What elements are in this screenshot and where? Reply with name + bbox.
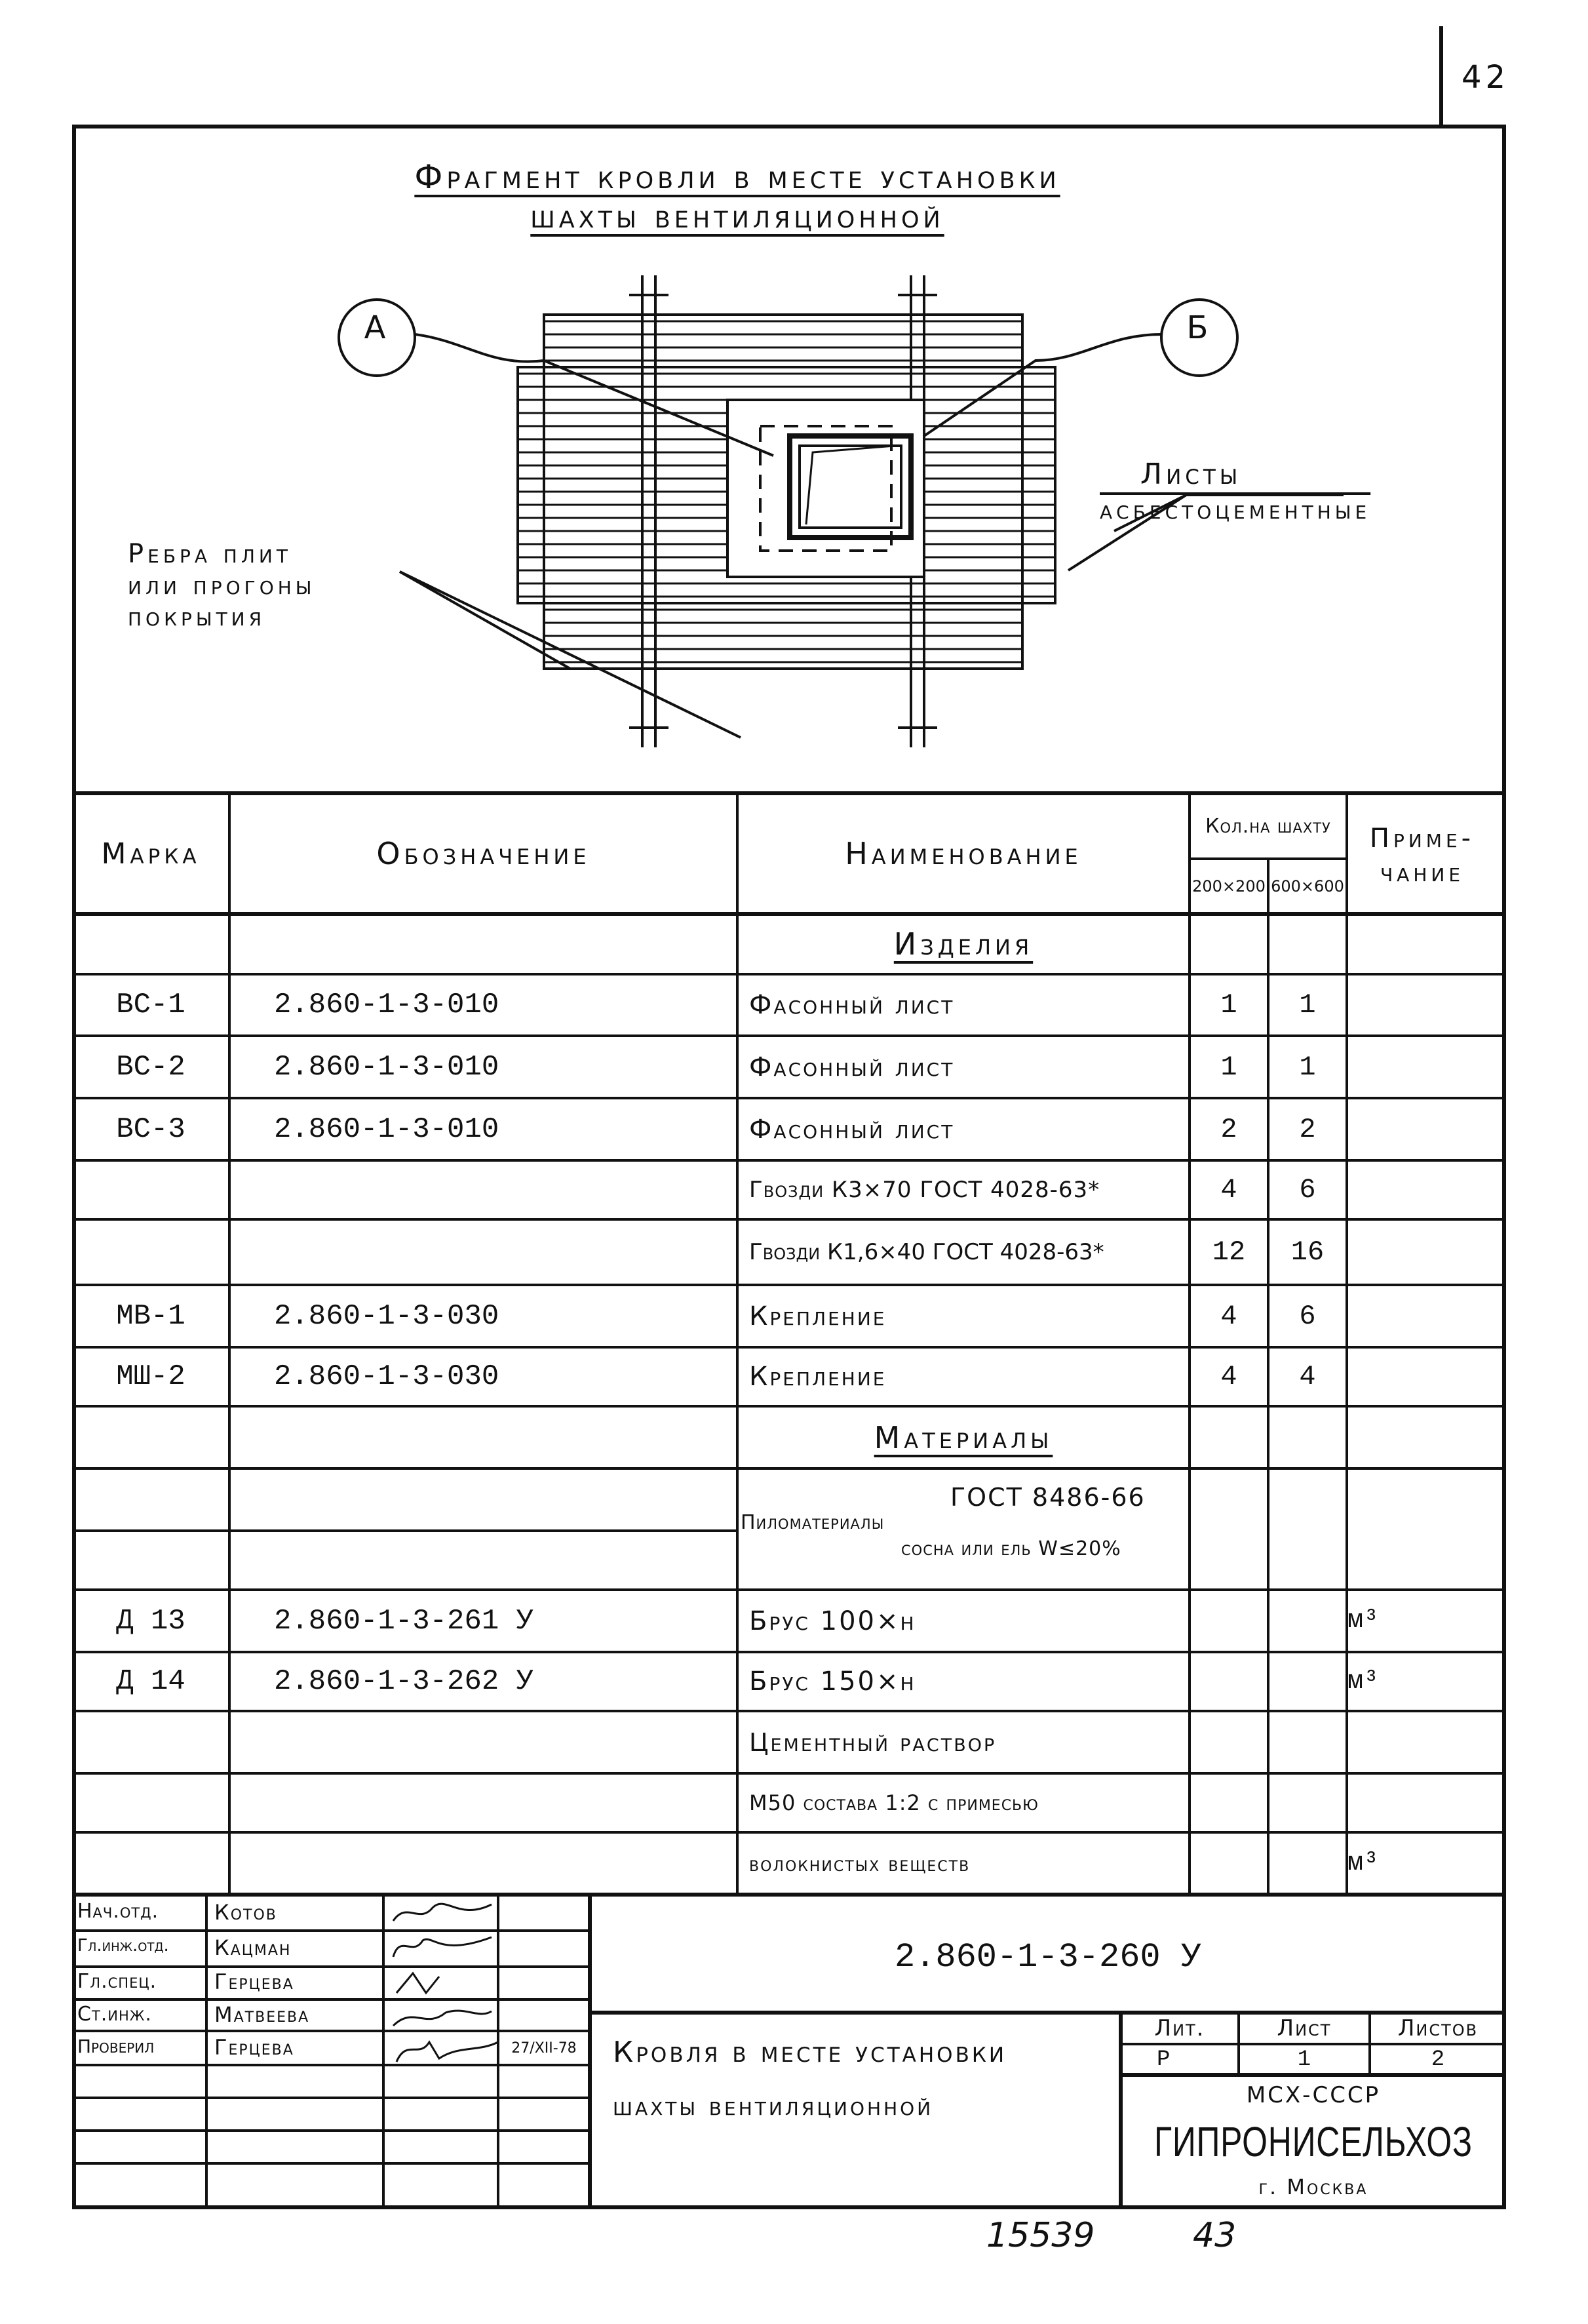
stamp-name: Котов	[214, 1900, 277, 1925]
stamp-role: Гл.инж.отд.	[77, 1936, 169, 1956]
row-name: Брус 100×h	[749, 1605, 916, 1636]
stamp-roles	[72, 1895, 206, 2065]
header-name: Наименование	[845, 836, 1082, 871]
row-qty-200: 4	[1220, 1174, 1237, 1206]
row-mark: ВС-1	[116, 989, 185, 1021]
label-ribs-line2: или прогоны	[128, 570, 316, 601]
drawing-title-line2: шахты вентиляционной	[530, 197, 944, 235]
callout-a-label: А	[364, 309, 390, 346]
lumber-spec: сосна или ель W≤20%	[901, 1537, 1121, 1560]
lumber-gost: ГОСТ 8486-66	[950, 1483, 1146, 1512]
mortar-note: м³	[1347, 1849, 1380, 1878]
row-qty-600: 6	[1299, 1300, 1316, 1332]
footer-number: 15539	[986, 2216, 1095, 2255]
stamp-role: Нач.отд.	[77, 1900, 159, 1923]
stamp-name: Герцева	[214, 2035, 294, 2060]
page-number-rule	[1439, 26, 1443, 125]
header-mark: Марка	[101, 837, 201, 871]
row-name: Гвозди К1,6×40 ГОСТ 4028-63*	[749, 1239, 1104, 1265]
row-qty-600: 1	[1299, 989, 1316, 1021]
row-designation: 2.860-1-3-010	[274, 1050, 499, 1084]
row-qty-600: 4	[1299, 1361, 1316, 1392]
row-mark: ВС-2	[116, 1050, 185, 1084]
stamp-names	[206, 1895, 383, 2065]
row-mark: МШ-2	[116, 1360, 185, 1393]
sheets-value: 2	[1431, 2047, 1445, 2072]
row-mark: ВС-3	[116, 1113, 185, 1146]
mortar-line2: М50 состава 1:2 с примесью	[749, 1790, 1039, 1815]
drawing-title-line1: Фрагмент кровли в месте установки	[414, 158, 1060, 196]
row-note: м³	[1347, 1666, 1380, 1697]
lumber-name: Пиломатериалы	[741, 1511, 885, 1534]
document-code: 2.860-1-3-260 У	[894, 1937, 1202, 1977]
row-note: м³	[1347, 1606, 1380, 1636]
row-mark: Д 14	[116, 1665, 185, 1698]
stamp-name: Кацман	[214, 1935, 292, 1960]
org-ministry: МСХ-СССР	[1246, 2082, 1381, 2108]
signatures	[393, 1904, 498, 2062]
mortar-line1: Цементный раствор	[749, 1727, 997, 1757]
header-designation: Обозначение	[376, 836, 591, 871]
row-qty-600: 2	[1299, 1113, 1316, 1145]
row-name: Фасонный лист	[749, 1114, 955, 1145]
org-city: г. Москва	[1258, 2175, 1368, 2199]
header-qty: Кол.на шахту	[1205, 814, 1331, 838]
label-ribs-line1: Ребра плит	[128, 539, 292, 569]
callout-b-label: Б	[1186, 309, 1212, 346]
label-ribs-line3: покрытия	[128, 602, 266, 632]
org-name: ГИПРОНИСЕЛЬХОЗ	[1154, 2118, 1473, 2165]
row-name: Гвозди К3×70 ГОСТ 4028-63*	[749, 1177, 1100, 1203]
sheet-label: Лист	[1277, 2015, 1332, 2041]
row-qty-600: 1	[1299, 1051, 1316, 1083]
row-designation: 2.860-1-3-010	[274, 989, 499, 1021]
row-qty-600: 16	[1290, 1236, 1325, 1268]
row-name: Брус 150×h	[749, 1666, 916, 1697]
row-name: Фасонный лист	[749, 990, 955, 1020]
row-designation: 2.860-1-3-261 У	[274, 1604, 534, 1638]
stamp-name: Герцева	[214, 1969, 294, 1994]
row-qty-600: 6	[1299, 1174, 1316, 1206]
label-sheets-line2: асбестоцементные	[1100, 495, 1371, 525]
sheet-value: 1	[1297, 2047, 1311, 2072]
section-materials: Материалы	[874, 1419, 1053, 1455]
stamp-role: Гл.спец.	[77, 1970, 157, 1993]
lit-value: Р	[1157, 2047, 1171, 2072]
row-designation: 2.860-1-3-262 У	[274, 1665, 534, 1698]
row-name: Крепление	[749, 1362, 887, 1392]
row-qty-200: 2	[1220, 1113, 1237, 1145]
row-qty-200: 1	[1220, 1051, 1237, 1083]
row-qty-200: 12	[1212, 1236, 1246, 1268]
header-qty-600: 600×600	[1271, 877, 1344, 896]
row-name: Крепление	[749, 1301, 887, 1331]
section-products: Изделия	[893, 926, 1034, 962]
document-title-line2: шахты вентиляционной	[613, 2091, 934, 2121]
row-designation: 2.860-1-3-030	[274, 1360, 499, 1393]
sheets-label: Листов	[1397, 2015, 1479, 2041]
footer-page: 43	[1193, 2216, 1237, 2255]
row-mark: Д 13	[116, 1604, 185, 1638]
document-title-line1: Кровля в месте установки	[613, 2036, 1007, 2069]
mortar-line3: волокнистых веществ	[749, 1851, 971, 1876]
page-number: 42	[1462, 59, 1510, 96]
stamp-role: Ст.инж.	[77, 2003, 152, 2026]
row-mark: МВ-1	[116, 1299, 185, 1333]
lit-label: Лит.	[1154, 2015, 1205, 2041]
row-qty-200: 4	[1220, 1361, 1237, 1392]
row-designation: 2.860-1-3-010	[274, 1113, 499, 1146]
row-qty-200: 1	[1220, 989, 1237, 1021]
row-name: Фасонный лист	[749, 1052, 955, 1082]
stamp-role: Проверил	[77, 2036, 155, 2057]
row-designation: 2.860-1-3-030	[274, 1299, 499, 1333]
header-note: Приме-чание	[1369, 823, 1475, 888]
stamp-name: Матвеева	[214, 2002, 310, 2027]
stamp-date: 27/XII-78	[511, 2039, 577, 2057]
label-sheets-line1: Листы	[1140, 458, 1242, 491]
row-qty-200: 4	[1220, 1300, 1237, 1332]
header-qty-200: 200×200	[1192, 877, 1266, 896]
